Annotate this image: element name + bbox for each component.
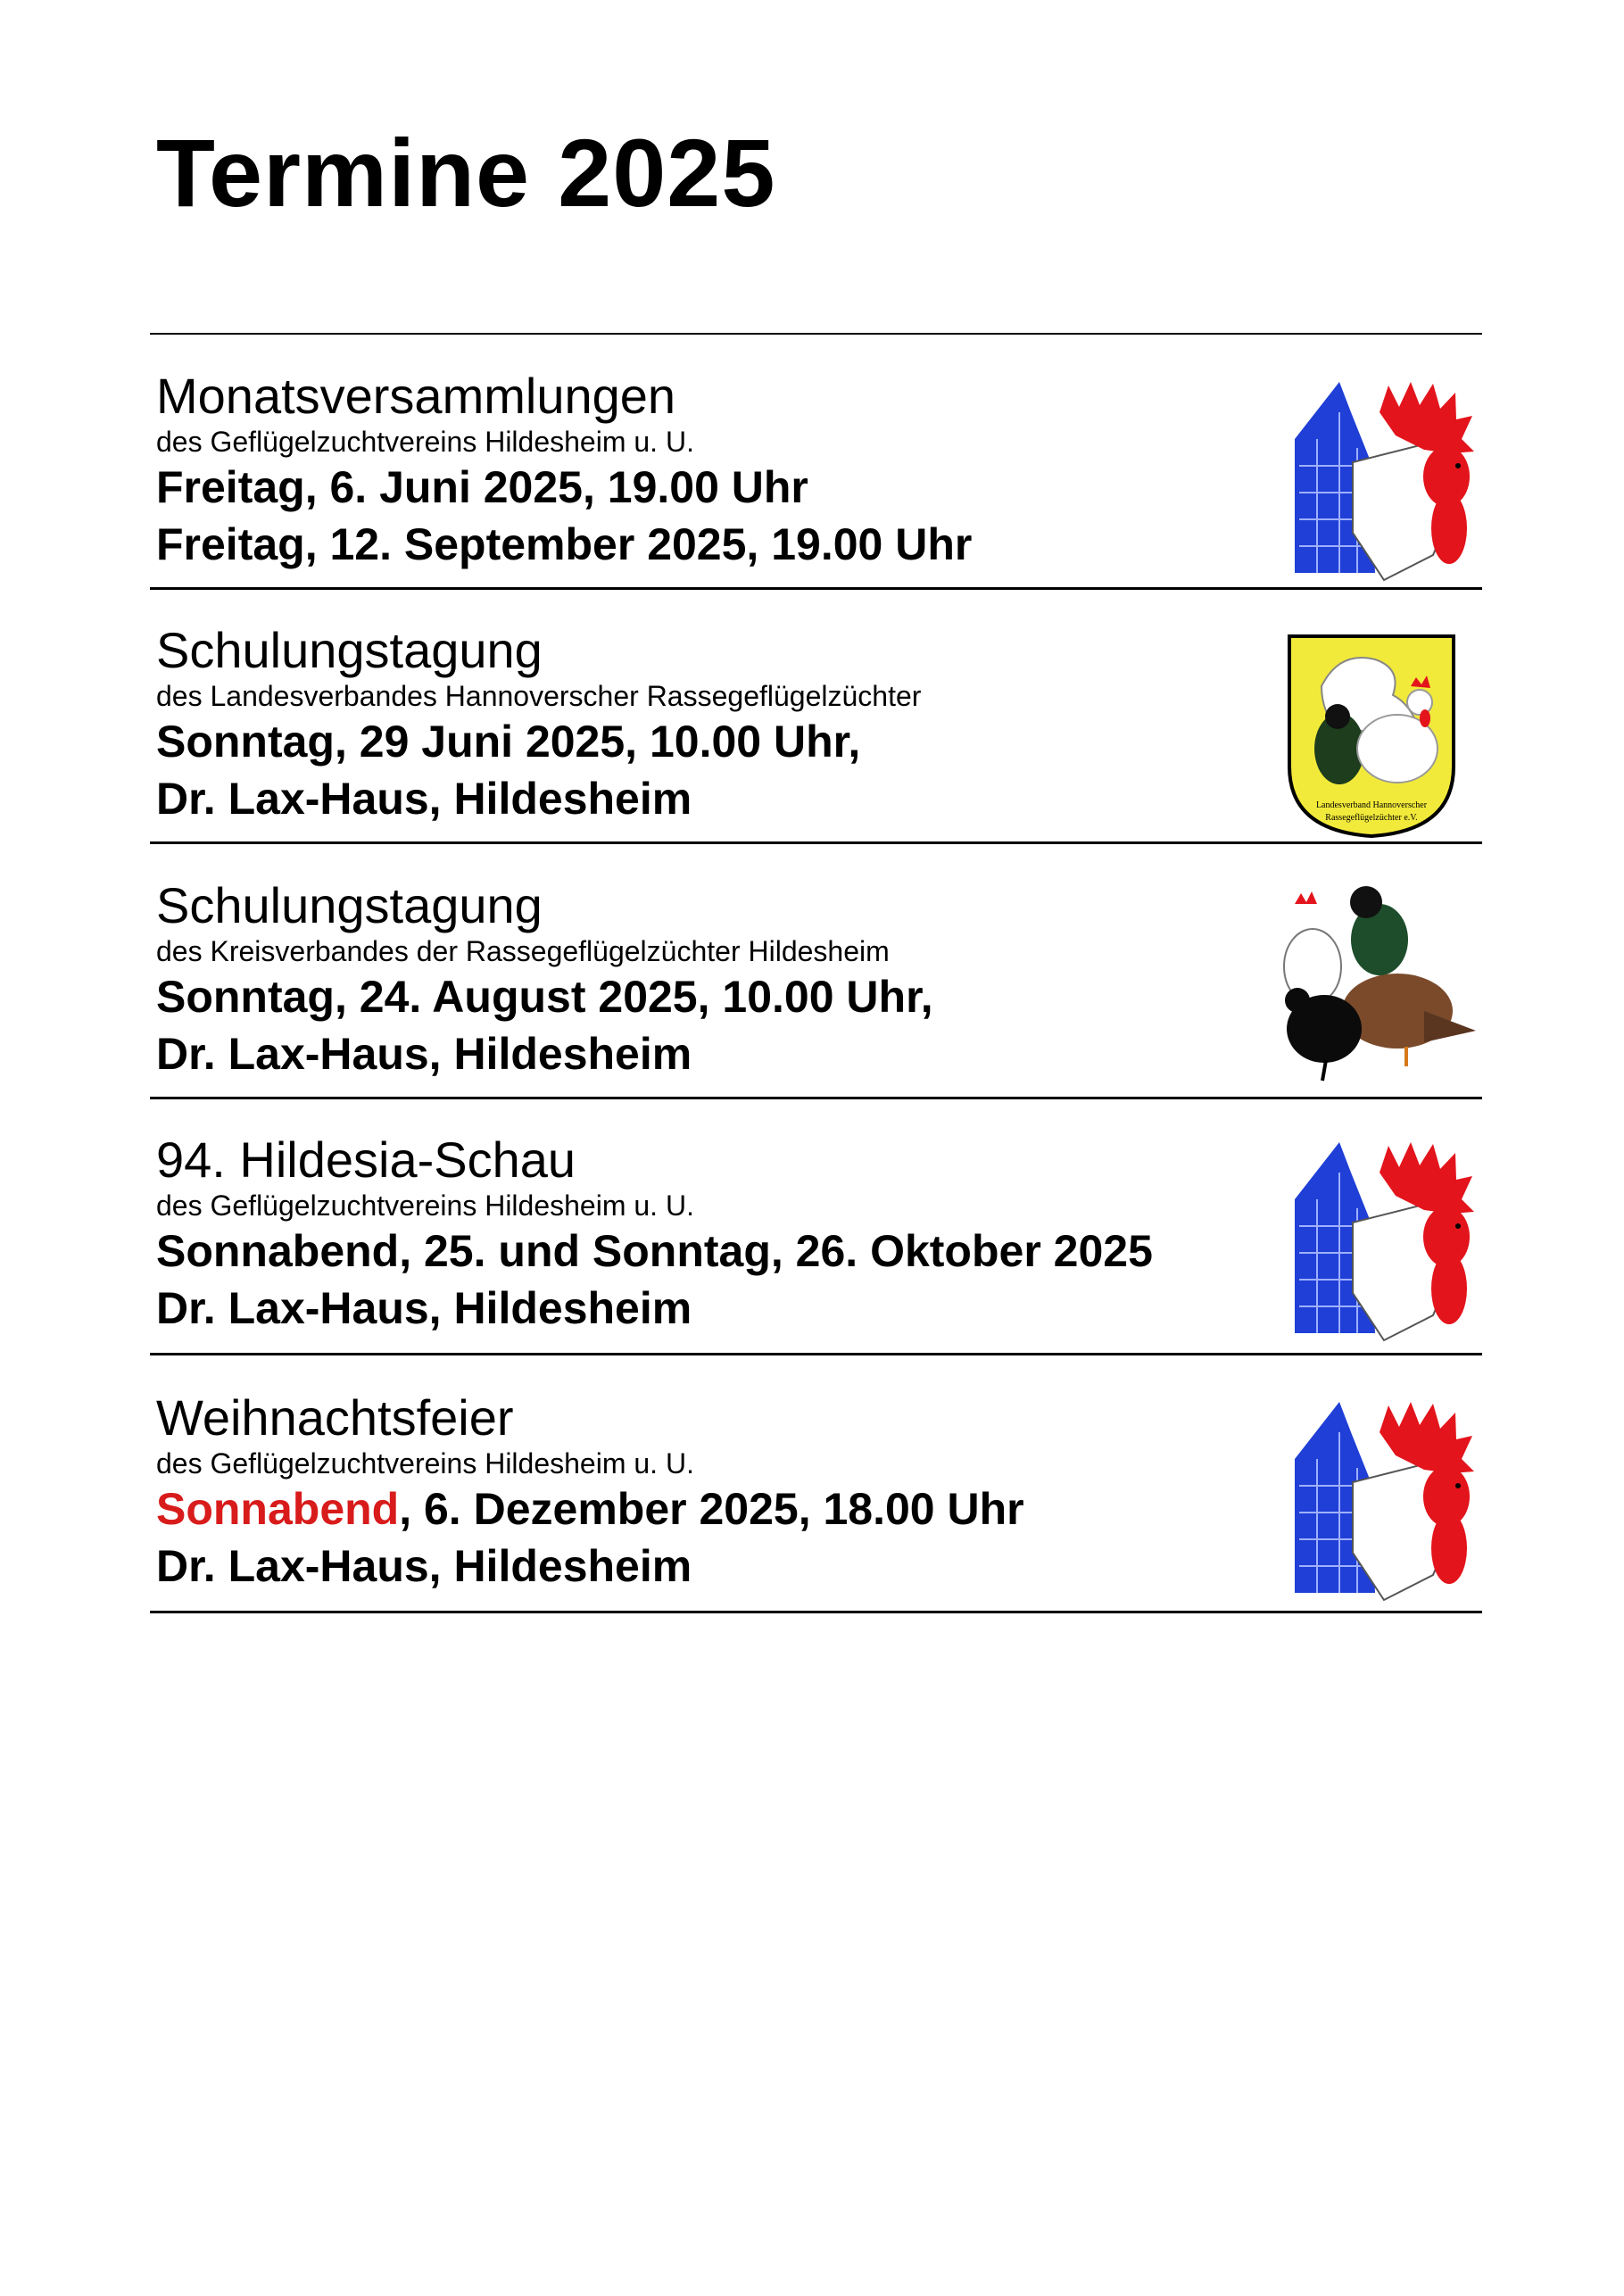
event-subheading: des Geflügelzuchtvereins Hildesheim u. U. (156, 1447, 694, 1480)
landesverband-crest-icon (1286, 633, 1457, 840)
event-heading: 94. Hildesia-Schau (156, 1131, 576, 1188)
event-heading: Schulungstagung (156, 877, 543, 933)
event-date-2: Freitag, 12. September 2025, 19.00 Uhr (156, 519, 973, 569)
event-date (156, 1480, 1250, 1538)
event-monatsversammlungen (150, 368, 1482, 590)
event-date: Sonnabend, 25. und Sonntag, 26. Oktober 2025 (156, 1226, 1153, 1276)
event-hildesia-schau (150, 1131, 1482, 1355)
event-date: Sonntag, 29 Juni 2025, 10.00 Uhr, (156, 717, 861, 767)
rooster-building-logo-icon (1290, 1137, 1478, 1347)
rooster-building-logo-icon (1290, 377, 1478, 587)
event-location: Dr. Lax-Haus, Hildesheim (156, 1541, 692, 1591)
event-date-1: Freitag, 6. Juni 2025, 19.00 Uhr (156, 462, 808, 512)
event-subheading: des Geflügelzuchtvereins Hildesheim u. U. (156, 426, 694, 458)
event-heading: Monatsversammlungen (156, 368, 676, 424)
event-heading: Schulungstagung (156, 622, 543, 678)
event-schulungstagung-kreisverband (150, 877, 1482, 1099)
event-location: Dr. Lax-Haus, Hildesheim (156, 1029, 692, 1079)
event-subheading: des Kreisverbandes der Rassegeflügelzüchter Hildesheim (156, 935, 890, 967)
rooster-building-logo-icon (1290, 1397, 1478, 1607)
event-date: Sonntag, 24. August 2025, 10.00 Uhr, (156, 972, 933, 1022)
event-date-rest: , 6. Dezember 2025, 18.00 Uhr (399, 1484, 1024, 1534)
event-subheading: des Geflügelzuchtvereins Hildesheim u. U. (156, 1189, 694, 1222)
event-location: Dr. Lax-Haus, Hildesheim (156, 1283, 692, 1333)
page-title: Termine 2025 (156, 119, 776, 227)
event-schulungstagung-landesverband (150, 622, 1482, 844)
event-weihnachtsfeier (150, 1389, 1482, 1613)
crest-caption-1: Landesverband Hannoverscher (1315, 800, 1428, 810)
title-divider (150, 333, 1482, 335)
weekday-highlight: Sonnabend (156, 1484, 400, 1534)
crest-caption-2: Rassegeflügelzüchter e.V. (1325, 813, 1418, 823)
event-subheading: des Landesverbandes Hannoverscher Rassegeflügelzüchter (156, 680, 922, 712)
event-location: Dr. Lax-Haus, Hildesheim (156, 774, 692, 824)
poultry-group-icon (1272, 877, 1478, 1084)
event-heading: Weihnachtsfeier (156, 1389, 514, 1446)
